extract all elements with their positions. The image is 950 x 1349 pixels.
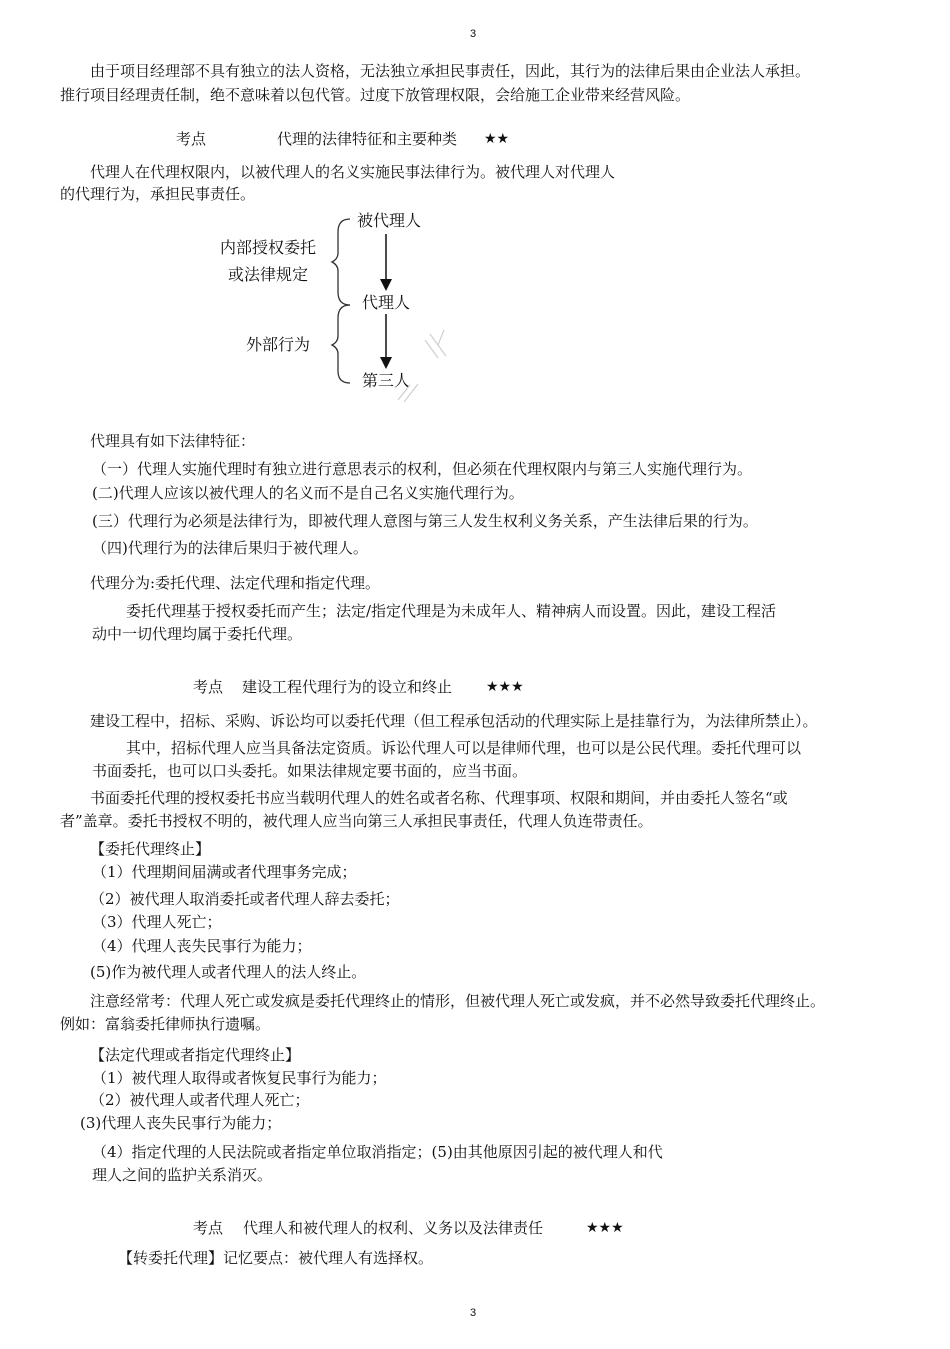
diagram-brace-external <box>332 305 350 383</box>
scan-artifact <box>398 330 446 402</box>
diagram-label-external: 外部行为 <box>246 335 311 354</box>
section-1-stars: ★★ <box>484 131 510 147</box>
legal-item-2: （2）被代理人或者代理人死亡； <box>90 1091 310 1109</box>
features-item-2: (二)代理人应该以被代理人的名义而不是自己名义实施代理行为。 <box>92 484 524 502</box>
section-2-title: 建设工程代理行为的设立和终止 <box>242 678 453 696</box>
intro-line-2: 推行项目经理责任制，绝不意味着以包代管。过度下放管理权限，会给施工企业带来经营风险。 <box>60 86 691 104</box>
section-3-stars: ★★★ <box>586 1220 624 1236</box>
diagram-node-agent: 代理人 <box>362 293 411 312</box>
legal-item-1: （1）被代理人取得或者恢复民事行为能力； <box>92 1069 387 1087</box>
features-item-1: （一）代理人实施代理时有独立进行意思表示的权利，但必须在代理权限内与第三人实施代理行为。 <box>92 460 753 478</box>
features-item-4: （四)代理行为的法律后果归于被代理人。 <box>92 539 368 557</box>
legal-termination-heading: 【法定代理或者指定代理终止】 <box>90 1046 301 1064</box>
termination-item-5: (5)作为被代理人或者代理人的法人终止。 <box>90 963 367 981</box>
diagram-node-third: 第三人 <box>362 371 411 390</box>
legal-item-3: (3)代理人丧失民事行为能力； <box>80 1114 282 1132</box>
section-3-label: 考点 <box>193 1219 224 1237</box>
termination-item-3: （3）代理人死亡； <box>92 913 222 931</box>
termination-item-4: （4）代理人丧失民事行为能力； <box>92 937 312 955</box>
section-2-stars: ★★★ <box>486 679 524 695</box>
section-1-para-line-1: 代理人在代理权限内，以被代理人的名义实施民事法律行为。被代理人对代理人 <box>90 163 616 181</box>
termination-heading: 【委托代理终止】 <box>90 840 211 858</box>
section-2-para-2-line-2: 书面委托，也可以口头委托。如果法律规定要书面的，应当书面。 <box>92 762 528 780</box>
features-item-3: (三）代理行为必须是法律行为，即被代理人意图与第三人发生权利义务关系，产生法律后果的行为。 <box>92 512 758 530</box>
page-number-top: 3 <box>470 28 477 40</box>
diagram-label-internal-line-1: 内部授权委托 <box>220 238 317 257</box>
legal-item-4-line-2: 理人之间的监护关系消灭。 <box>92 1166 273 1184</box>
termination-item-1: （1）代理期间届满或者代理事务完成； <box>92 863 357 881</box>
diagram-label-internal-line-2: 或法律规定 <box>228 265 309 284</box>
page-number-bottom: 3 <box>470 1307 477 1319</box>
section-3-title: 代理人和被代理人的权利、义务以及法律责任 <box>243 1219 544 1237</box>
section-1-title: 代理的法律特征和主要种类 <box>277 130 458 148</box>
section-2-para-3-line-2: 者”盖章。委托书授权不明的，被代理人应当向第三人承担民事责任，代理人负连带责任。 <box>60 812 653 830</box>
diagram-graphics <box>0 0 950 420</box>
section-1-label: 考点 <box>176 130 207 148</box>
features-types: 代理分为:委托代理、法定代理和指定代理。 <box>90 574 381 592</box>
legal-item-4-line-1: （4）指定代理的人民法院或者指定单位取消指定；(5)由其他原因引起的被代理人和代 <box>92 1143 663 1161</box>
section-2-para-2-line-1: 其中，招标代理人应当具备法定资质。诉讼代理人可以是律师代理，也可以是公民代理。委托代理可以 <box>126 739 802 757</box>
section-2-para-3-line-1: 书面委托代理的授权委托书应当载明代理人的姓名或者名称、代理事项、权限和期间，并由委托人签名“或 <box>90 789 788 807</box>
features-intro: 代理具有如下法律特征： <box>90 432 256 450</box>
section-1-para-line-2: 的代理行为，承担民事责任。 <box>60 185 256 203</box>
termination-item-2: （2）被代理人取消委托或者代理人辞去委托； <box>90 890 400 908</box>
section-3-para-1: 【转委托代理】记忆要点：被代理人有选择权。 <box>118 1249 434 1267</box>
section-2-para-1: 建设工程中，招标、采购、诉讼均可以委托代理（但工程承包活动的代理实际上是挂靠行为，为法律所禁止）。 <box>90 712 818 730</box>
diagram-brace-internal <box>332 219 350 305</box>
features-types-note-line-2: 动中一切代理均属于委托代理。 <box>92 625 303 643</box>
note-line-2: 例如：富翁委托律师执行遗嘱。 <box>60 1015 271 1033</box>
intro-line-1: 由于项目经理部不具有独立的法人资格，无法独立承担民事责任，因此，其行为的法律后果由企业法人承担。 <box>90 62 811 80</box>
note-line-1: 注意经常考：代理人死亡或发疯是委托代理终止的情形，但被代理人死亡或发疯，并不必然导致委托代理终止。 <box>90 992 826 1010</box>
features-types-note-line-1: 委托代理基于授权委托而产生；法定/指定代理是为未成年人、精神病人而设置。因此，建设工程活 <box>126 602 777 620</box>
section-2-label: 考点 <box>193 678 224 696</box>
diagram-node-principal: 被代理人 <box>357 211 422 230</box>
